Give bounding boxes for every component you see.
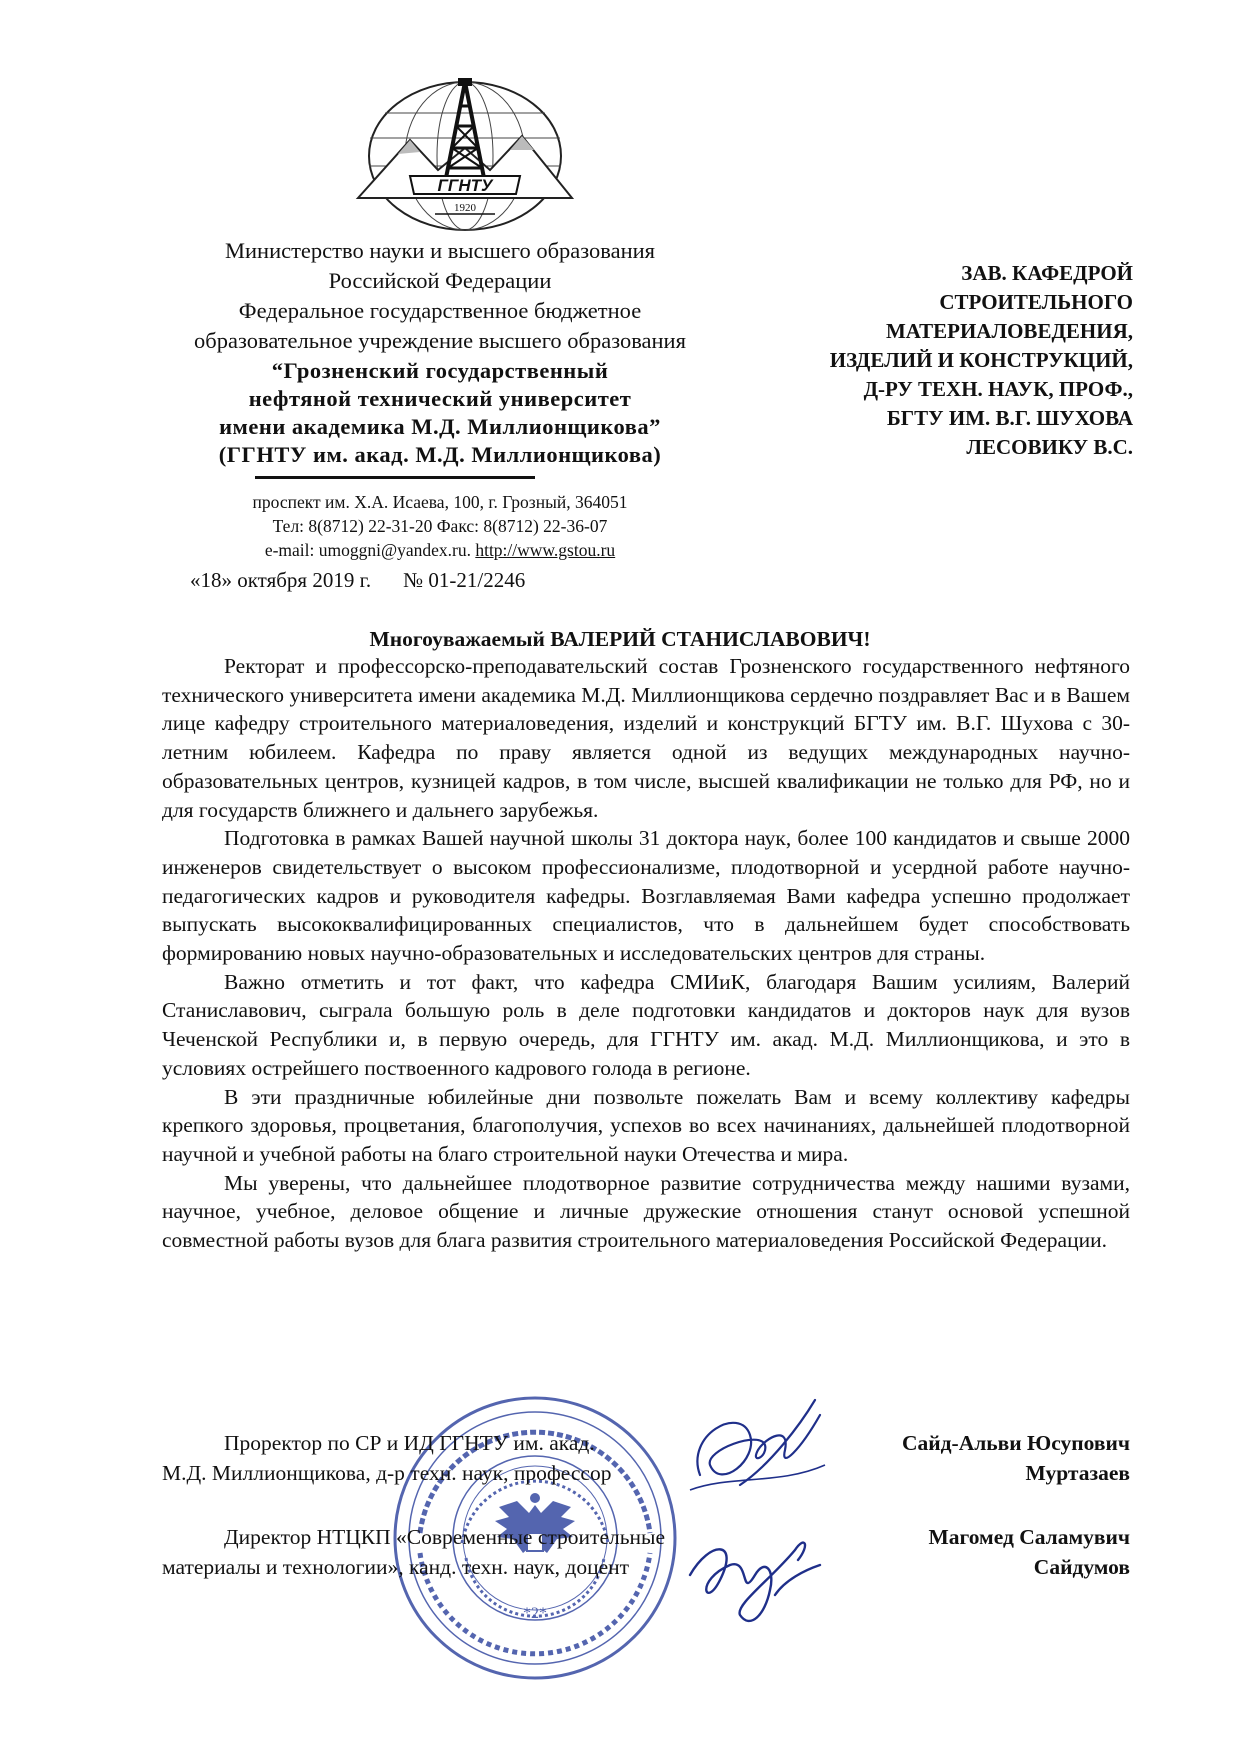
letter-body [162, 652, 1130, 1255]
svg-text:*2*: *2* [523, 1605, 547, 1622]
letterhead-line-institution-type: Федеральное государственное бюджетное [238, 298, 642, 323]
signatory-position-line: М.Д. Миллионщикова, д-р техн. наук, профессор [162, 1461, 612, 1485]
signatory-name-line: Сайд-Альви Юсупович [902, 1431, 1130, 1455]
body-paragraph: Ректорат и профессорско-преподавательский состав Грозненского государственного нефтяного технического университета имени академика М.Д. Миллионщикова сердечно поздравляет Вас и в Вашем лице кафедру строительного материаловедения, изделий и конструкций БГТУ им. В.Г. Шухова с 30-летним юбилеем. Кафедра по праву является одной из ведущих международных научно-образовательных центров, кузницей кадров, в том числе, высшей квалификации не только для РФ, но и для государств ближнего и дальнего зарубежья. [162, 654, 1130, 822]
emblem-abbrev: ГГНТУ [437, 176, 493, 195]
contact-email-web [180, 540, 700, 561]
letterhead-divider [255, 476, 535, 479]
signatory-name-line: Магомед Саламувич [928, 1525, 1130, 1549]
letterhead-university-name-3: имени академика М.Д. Миллионщикова” [219, 414, 661, 439]
signatory-position [162, 1428, 722, 1488]
letterhead-university-name-1: “Грозненский государственный [271, 358, 609, 383]
addressee-line: ЛЕСОВИКУ В.С. [966, 435, 1133, 459]
body-paragraph: В эти праздничные юбилейные дни позвольте пожелать Вам и всему коллективу кафедры крепкого здоровья, процветания, благополучия, успехов во всех начинаниях, дальнейшей плодотворной научной и учебной работы на благо строительной науки Отечества и мира. [162, 1084, 1130, 1166]
salutation: Многоуважаемый ВАЛЕРИЙ СТАНИСЛАВОВИЧ! [369, 627, 871, 651]
signatory-name-line: Муртазаев [1025, 1461, 1130, 1485]
contact-email: e-mail: umoggni@yandex.ru. [264, 540, 471, 560]
contact-phone: Тел: 8(8712) 22-31-20 Факс: 8(8712) 22-36-07 [272, 516, 608, 536]
signatory-name-line: Сайдумов [1033, 1555, 1130, 1579]
addressee-block [693, 259, 1133, 462]
signatory-position-line: Проректор по СР и ИД ГГНТУ им. акад. [224, 1431, 595, 1455]
body-paragraph: Подготовка в рамках Вашей научной школы 31 доктора наук, более 100 кандидатов и свыше 2000 инженеров свидетельствует о высоком профессионализме, плодотворной и усердной работе научно-педагогических кадров и руководителя кафедры. Возглавляемая Вами кафедра успешно продолжает выпускать высококвалифицированных специалистов, что в дальнейшем будет способствовать формированию новых научно-образовательных и исследовательских центров для страны. [162, 826, 1130, 966]
addressee-line: ЗАВ. КАФЕДРОЙ [961, 261, 1133, 285]
signatory-position-line: материалы и технологии», канд. техн. наук, доцент [162, 1555, 630, 1579]
website-link[interactable]: http://www.gstou.ru [475, 540, 616, 560]
signatory-name [810, 1522, 1130, 1582]
body-paragraph: Мы уверены, что дальнейшее плодотворное развитие сотрудничества между нашими вузами, научное, учебное, деловое общение и личные дружеские отношения станут основой успешной совместной работы вузов для блага развития строительного материаловедения Российской Федерации. [162, 1170, 1130, 1253]
signatory-name [810, 1428, 1130, 1488]
letterhead-line-ministry: Министерство науки и высшего образования [224, 238, 656, 263]
addressee-line: БГТУ ИМ. В.Г. ШУХОВА [886, 406, 1133, 430]
emblem-year: 1920 [454, 202, 476, 214]
addressee-line: Д-РУ ТЕХН. НАУК, ПРОФ., [863, 377, 1133, 401]
letter-date-number [190, 568, 650, 593]
letterhead-line-country: Российской Федерации [328, 268, 552, 293]
letter-date: «18» октября 2019 г. [190, 568, 372, 592]
signatory-position [162, 1522, 722, 1582]
university-emblem-icon [340, 78, 590, 232]
addressee-line: МАТЕРИАЛОВЕДЕНИЯ, [885, 319, 1133, 343]
letterhead-line-institution-kind: образовательное учреждение высшего образования [194, 328, 686, 353]
contact-address: проспект им. Х.А. Исаева, 100, г. Грозный, 364051 [252, 492, 628, 512]
letterhead-university-short-name: (ГГНТУ им. акад. М.Д. Миллионщикова) [218, 442, 662, 467]
body-paragraph: Важно отметить и тот факт, что кафедра СМИиК, благодаря Вашим усилиям, Валерий Станиславович, сыграла большую роль в деле подготовки кандидатов и докторов наук для вузов Чеченской Республики и, в первую очередь, для ГГНТУ им. акад. М.Д. Миллионщикова, и это в условиях острейшего поствоенного кадрового голода в регионе. [162, 969, 1130, 1080]
letterhead-university-name-2: нефтяной технический университет [248, 386, 632, 411]
addressee-line: СТРОИТЕЛЬНОГО [939, 290, 1133, 314]
addressee-line: ИЗДЕЛИЙ И КОНСТРУКЦИЙ, [829, 348, 1133, 372]
signatory-position-line: Директор НТЦКП «Современные строительные [224, 1525, 666, 1549]
letter-number: № 01-21/2246 [403, 568, 526, 592]
